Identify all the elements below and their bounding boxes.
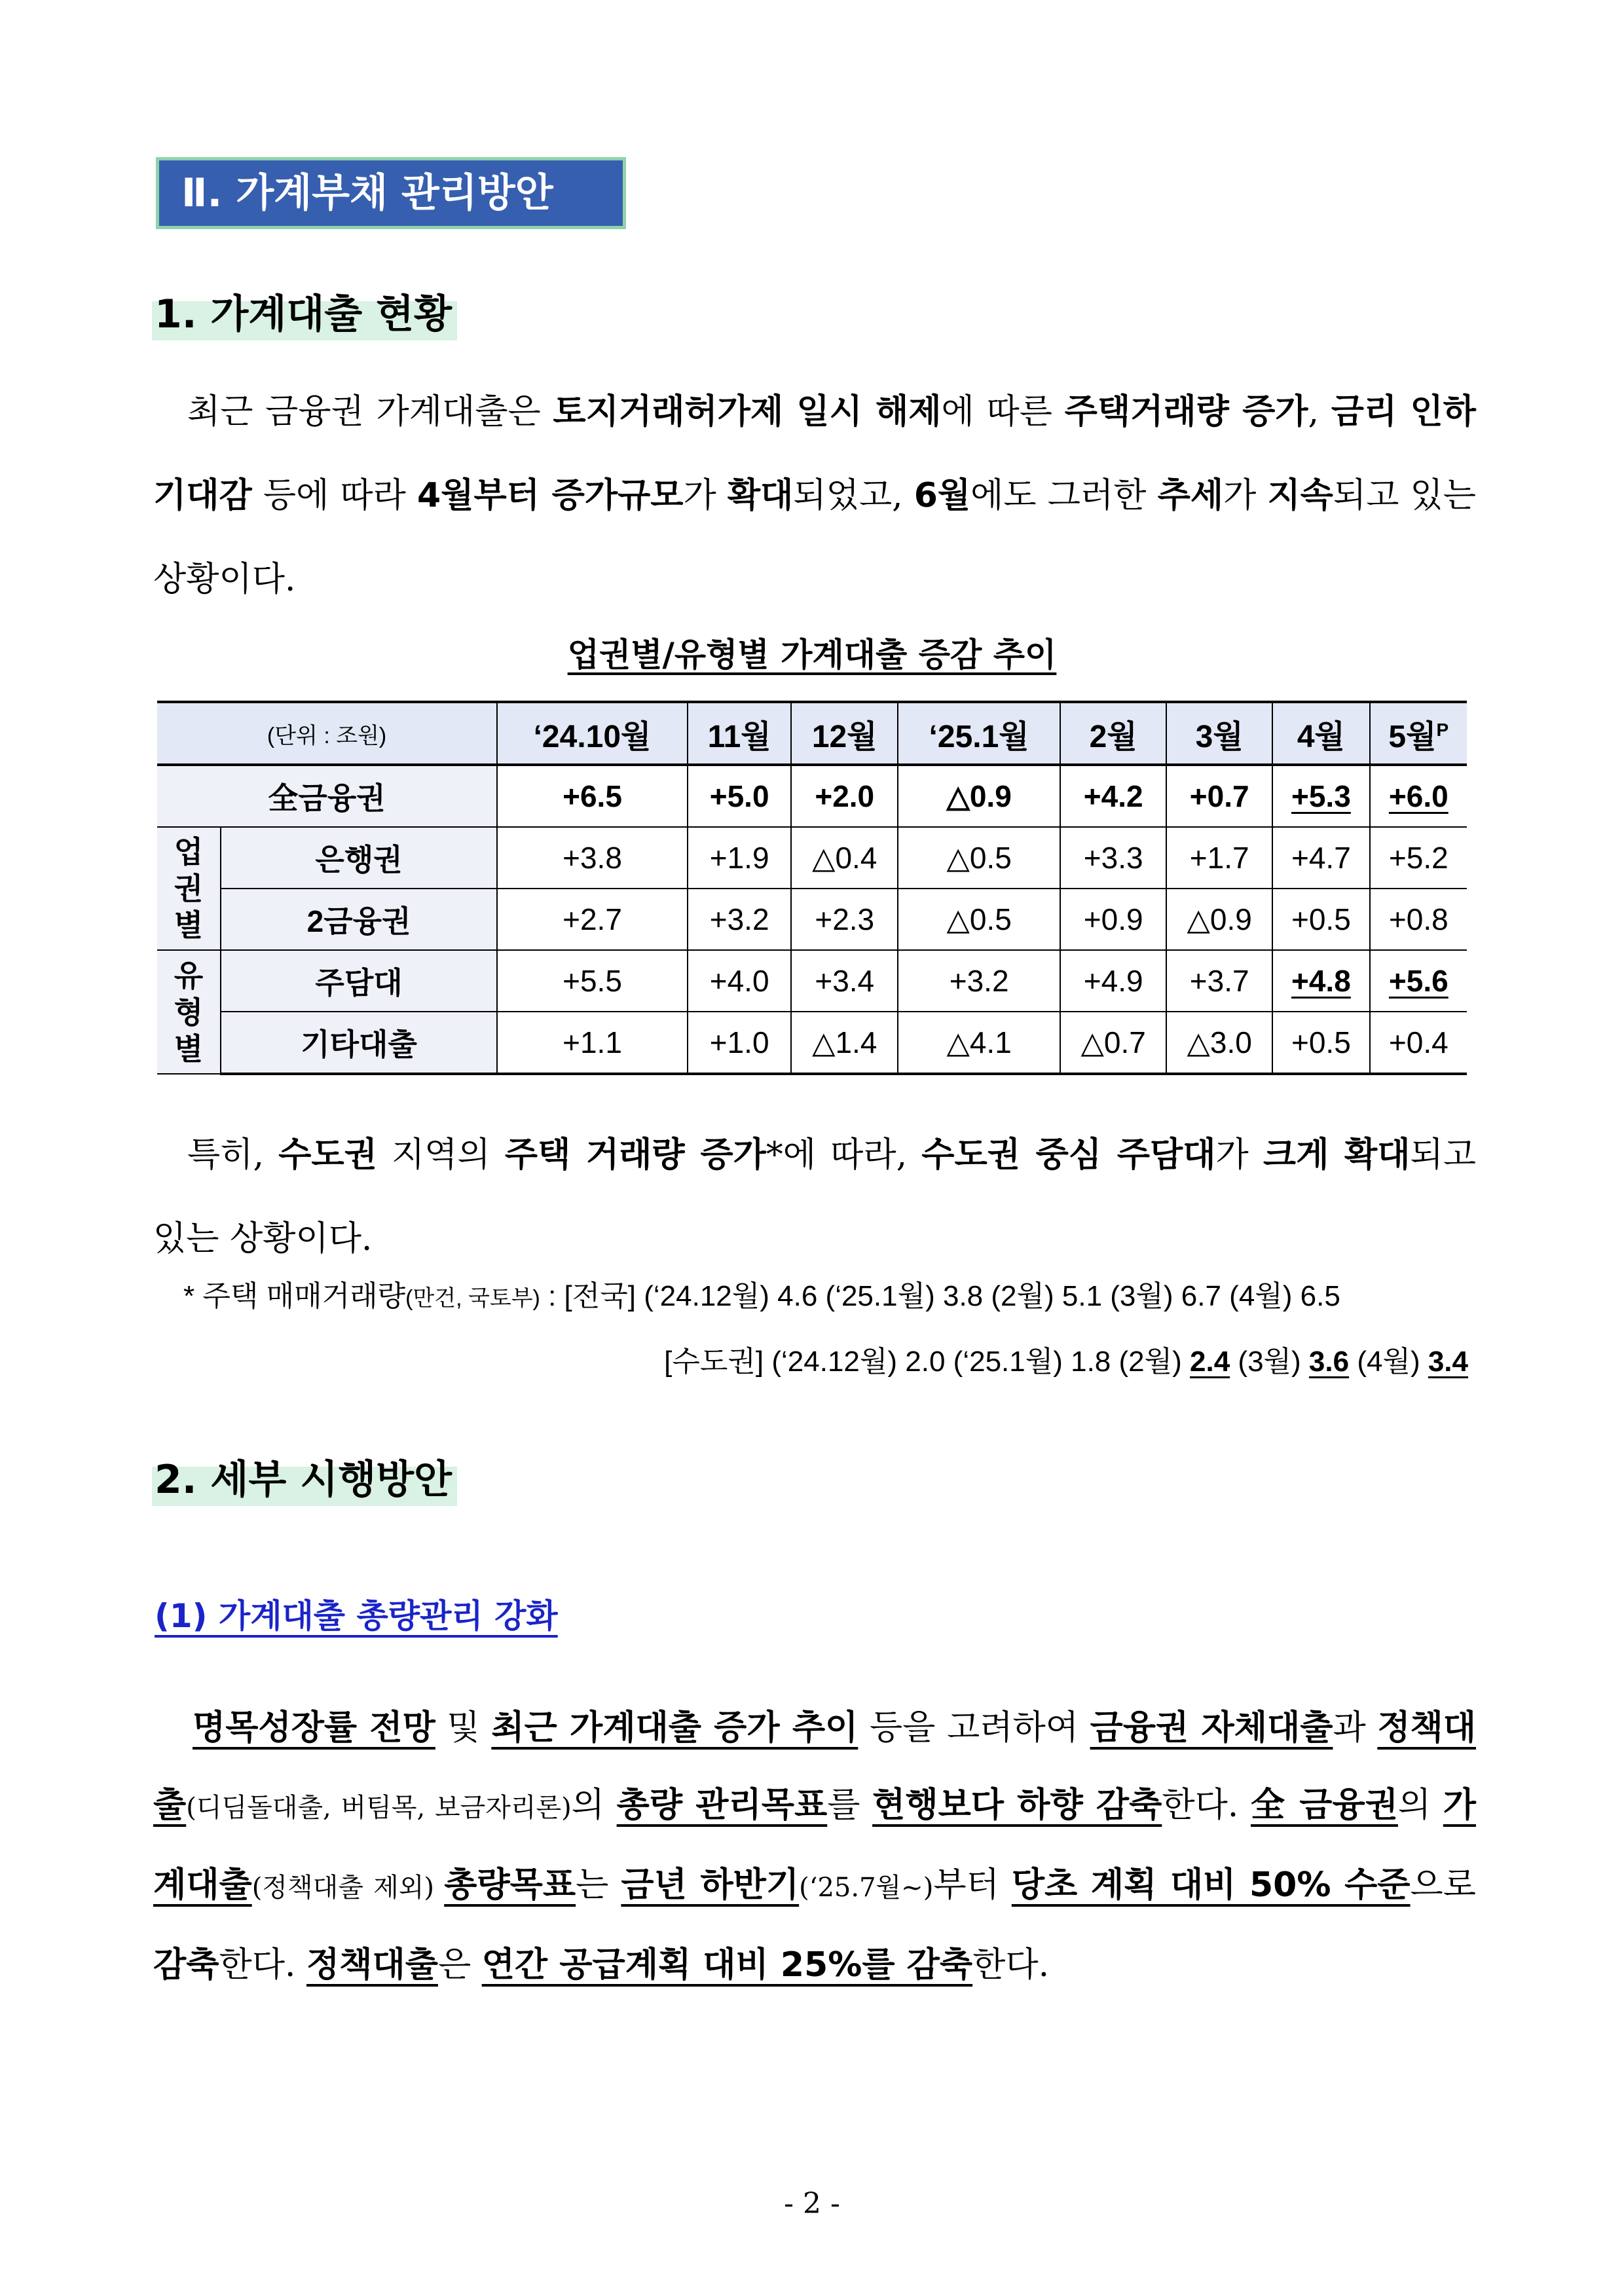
bold-text-run: 수도권 중심 주담대 — [921, 1135, 1216, 1175]
table-cell: +1.1 — [497, 1012, 688, 1074]
table-cell: +1.0 — [688, 1012, 792, 1074]
text-run: 되고 있는 상황이다. — [153, 1135, 1476, 1258]
table-cell: +0.8 — [1370, 889, 1467, 950]
table-cell: +0.4 — [1370, 1012, 1467, 1074]
col-header: 12월 — [791, 702, 898, 765]
bold-underlined-text-run: 금융권 자체대출 — [1090, 1708, 1333, 1748]
text-run: 에도 그러한 — [970, 476, 1158, 515]
footnote-line-capital — [664, 1342, 1468, 1382]
bold-text-run: 확대 — [727, 476, 794, 515]
text-run: 가 — [683, 476, 728, 515]
text-run: 의 — [571, 1786, 617, 1825]
table-cell: +1.9 — [688, 827, 792, 889]
table-cell: +3.4 — [791, 950, 898, 1012]
text-run: 과 — [1333, 1708, 1378, 1748]
table-cell: +3.2 — [688, 889, 792, 950]
col-header: 4월 — [1272, 702, 1369, 765]
table-cell: +4.2 — [1060, 765, 1166, 827]
table-cell — [1272, 765, 1369, 827]
table-cell: +5.0 — [688, 765, 792, 827]
table-cell: △0.7 — [1060, 1012, 1166, 1074]
text-run: , — [1308, 392, 1331, 431]
text-run: (4월) — [1349, 1346, 1428, 1378]
table-row — [157, 950, 1467, 1012]
table-cell: +3.2 — [898, 950, 1060, 1012]
col-header-label: 5월 — [1388, 719, 1437, 754]
table-header-row — [157, 702, 1467, 765]
table-cell: △1.4 — [791, 1012, 898, 1074]
row-label: 2금융권 — [221, 889, 497, 950]
subsection-title: (1) 가계대출 총량관리 강화 — [155, 1597, 558, 1635]
bold-underlined-text-run: 총량목표 — [444, 1865, 576, 1905]
table-cell: △0.4 — [791, 827, 898, 889]
bold-underlined-value: 3.4 — [1428, 1346, 1468, 1378]
bold-underlined-text-run: 총량 관리목표 — [616, 1786, 828, 1825]
table-cell: △0.9 — [1166, 889, 1272, 950]
bold-underlined-text-run: 현행보다 하향 감축 — [872, 1786, 1162, 1825]
table-cell: +3.3 — [1060, 827, 1166, 889]
table-cell — [1370, 950, 1467, 1012]
table-unit-label: (단위 : 조원) — [157, 702, 497, 765]
table-cell: +0.9 — [1060, 889, 1166, 950]
table-cell: +4.7 — [1272, 827, 1369, 889]
footnote-line-national — [183, 1277, 1340, 1318]
col-header: 11월 — [688, 702, 792, 765]
table-row — [157, 1012, 1467, 1074]
section-1-title: 1. 가계대출 현황 — [152, 288, 457, 340]
underlined-value: +5.3 — [1291, 779, 1351, 813]
bold-underlined-text-run: 연간 공급계획 대비 25%를 감축 — [481, 1945, 973, 1985]
text-run: 에 따른 — [941, 392, 1065, 431]
col-header: 2월 — [1060, 702, 1166, 765]
bold-underlined-value: 3.6 — [1308, 1346, 1350, 1378]
text-run: 되었고, — [793, 476, 914, 515]
text-run: 및 — [435, 1708, 492, 1748]
group-label: 업 권 별 — [157, 827, 221, 950]
col-header: ‘24.10월 — [497, 702, 688, 765]
bold-text-run: 4월부터 증가규모 — [417, 476, 684, 515]
bold-text-run: 크게 확대 — [1263, 1135, 1411, 1175]
row-label: 全금융권 — [157, 765, 497, 827]
text-run: 한다. — [972, 1945, 1050, 1985]
table-cell: +0.5 — [1272, 889, 1369, 950]
bold-text-run: 주택거래량 증가 — [1064, 392, 1308, 431]
table-cell: △0.5 — [898, 827, 1060, 889]
bold-text-run: 추세 — [1157, 476, 1224, 515]
row-label: 은행권 — [221, 827, 497, 889]
table-title: 업권별/유형별 가계대출 증감 추이 — [567, 636, 1057, 674]
text-run: 최근 금융권 가계대출은 — [187, 392, 553, 431]
page-number: - 2 - — [784, 2187, 840, 2220]
bold-text-run: 수도권 — [278, 1135, 377, 1175]
bold-underlined-text-run: 최근 가계대출 증가 추이 — [491, 1708, 858, 1748]
text-run: [수도권] (‘24.12월) 2.0 (‘25.1월) 1.8 (2월) — [664, 1346, 1190, 1378]
table-cell — [1370, 765, 1467, 827]
col-header-last — [1370, 702, 1467, 765]
bold-underlined-text-run: 금년 하반기 — [621, 1865, 800, 1905]
preliminary-mark: P — [1436, 719, 1449, 740]
small-text-run: (만건, 국토부) — [405, 1286, 540, 1311]
table-cell: △3.0 — [1166, 1012, 1272, 1074]
bold-text-run: 감축 — [153, 1945, 219, 1985]
paragraph-total-control — [153, 1689, 1476, 2004]
chapter-title: Ⅱ. 가계부채 관리방안 — [156, 157, 626, 229]
table-cell: △4.1 — [898, 1012, 1060, 1074]
table-cell: +4.9 — [1060, 950, 1166, 1012]
bold-underlined-text-run: 가계대출 — [153, 1786, 1477, 1905]
text-run: 의 — [1397, 1786, 1443, 1825]
text-run: 를 — [827, 1786, 873, 1825]
text-run: 는 — [576, 1865, 621, 1905]
text-run: 등을 고려하여 — [858, 1708, 1090, 1748]
table-cell — [1272, 950, 1369, 1012]
text-run: 가 — [1215, 1135, 1263, 1175]
small-text-run: (디딤돌대출, 버팀목, 보금자리론) — [186, 1793, 572, 1823]
row-label: 기타대출 — [221, 1012, 497, 1074]
table-cell: +4.0 — [688, 950, 792, 1012]
bold-text-run: 토지거래허가제 일시 해제 — [553, 392, 942, 431]
text-run: (3월) — [1230, 1346, 1309, 1378]
table-cell: +2.3 — [791, 889, 898, 950]
table-cell: △0.9 — [898, 765, 1060, 827]
underlined-value: +5.6 — [1388, 964, 1449, 998]
underlined-value: +6.0 — [1388, 779, 1449, 813]
bold-text-run: 주택 거래량 증가 — [504, 1135, 766, 1175]
table-cell: +6.5 — [497, 765, 688, 827]
text-run: 지역의 — [377, 1135, 505, 1175]
bold-underlined-value: 2.4 — [1190, 1346, 1230, 1378]
section-2-title: 2. 세부 시행방안 — [152, 1454, 457, 1506]
table-cell: +0.7 — [1166, 765, 1272, 827]
table-cell: △0.5 — [898, 889, 1060, 950]
text-run: 으로 — [1410, 1865, 1477, 1905]
bold-underlined-text-run: 정책대출 — [306, 1945, 438, 1985]
text-run: *에 따라, — [766, 1135, 922, 1175]
text-run: 등에 따라 — [251, 476, 418, 515]
col-header: 3월 — [1166, 702, 1272, 765]
text-run: 한다. — [219, 1945, 306, 1985]
row-label: 주담대 — [221, 950, 497, 1012]
underlined-value: +4.8 — [1291, 964, 1351, 998]
bold-underlined-text-run: 당초 계획 대비 50% 수준 — [1011, 1865, 1411, 1905]
small-text-run: (‘25.7월~) — [799, 1873, 934, 1903]
table-cell: +1.7 — [1166, 827, 1272, 889]
text-run: 부터 — [933, 1865, 1012, 1905]
bold-text-run: 지속 — [1267, 476, 1333, 515]
bold-text-run: 금리 인하 기대감 — [153, 392, 1476, 515]
table-row — [157, 889, 1467, 950]
small-text-run: (정책대출 제외) — [251, 1873, 445, 1903]
table-cell: +2.7 — [497, 889, 688, 950]
table-cell: +2.0 — [791, 765, 898, 827]
table-cell: +5.2 — [1370, 827, 1467, 889]
bold-underlined-text-run: 全 금융권 — [1250, 1786, 1398, 1825]
table-row — [157, 827, 1467, 889]
table-cell: +5.5 — [497, 950, 688, 1012]
paragraph-capital-area — [153, 1113, 1476, 1281]
bold-text-run: 6월 — [913, 476, 971, 515]
col-header: ‘25.1월 — [898, 702, 1060, 765]
paragraph-loan-status — [153, 370, 1476, 621]
table-cell: +3.7 — [1166, 950, 1272, 1012]
bold-underlined-text-run: 정책대출 — [153, 1708, 1477, 1825]
text-run: 은 — [437, 1945, 482, 1985]
group-label: 유 형 별 — [157, 950, 221, 1074]
text-run: : [전국] (‘24.12월) 4.6 (‘25.1월) 3.8 (2월) 5.1 (3월) 6.7 (4월) 6.5 — [540, 1280, 1340, 1312]
text-run: 되고 있는 상황이다. — [153, 476, 1476, 599]
bold-underlined-text-run: 명목성장률 전망 — [193, 1708, 435, 1748]
loan-trend-table — [157, 701, 1467, 1075]
text-run: 특히, — [187, 1135, 279, 1175]
text-run: * 주택 매매거래량 — [183, 1280, 406, 1312]
text-run: 한다. — [1162, 1786, 1251, 1825]
table-cell: +0.5 — [1272, 1012, 1369, 1074]
table-row-total — [157, 765, 1467, 827]
table-cell: +3.8 — [497, 827, 688, 889]
text-run: 가 — [1223, 476, 1268, 515]
